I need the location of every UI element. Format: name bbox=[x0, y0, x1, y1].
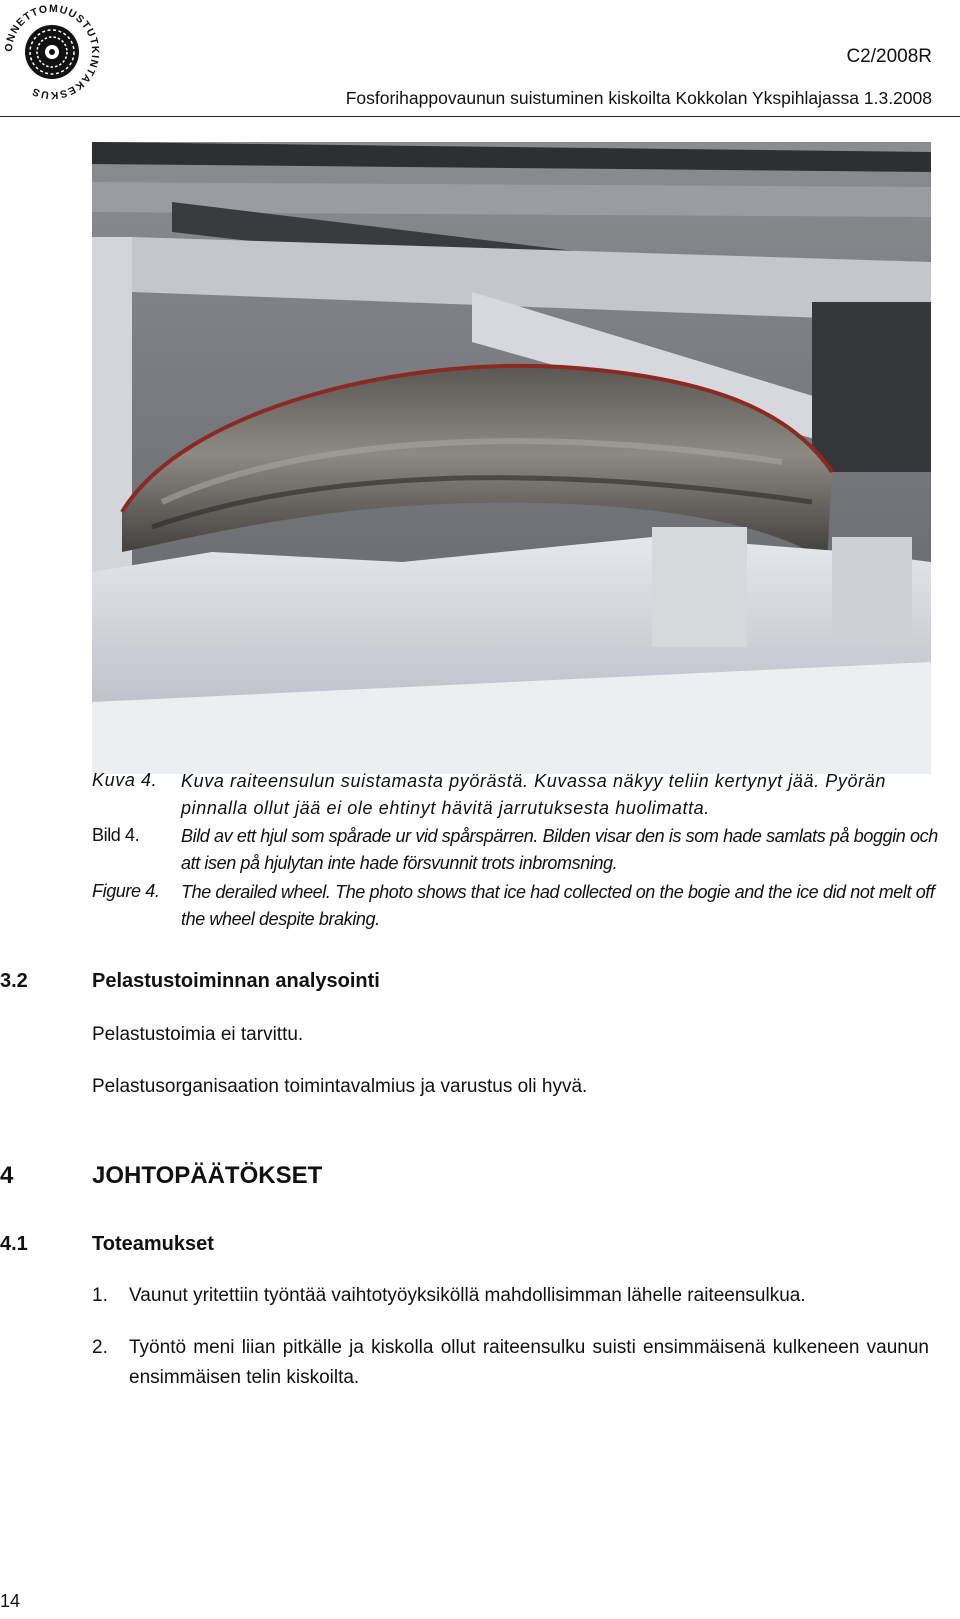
derailed-wheel-photo bbox=[92, 142, 931, 774]
caption-label-en: Figure 4. bbox=[92, 881, 160, 901]
list-item-number: 2. bbox=[92, 1337, 108, 1358]
caption-label-sv: Bild 4. bbox=[92, 825, 140, 845]
page-number: 14 bbox=[0, 1591, 21, 1611]
chapter-number: 4 bbox=[0, 1162, 14, 1189]
document-subtitle: Fosforihappovaunun suistuminen kiskoilta Kokkolan Ykspihlajassa 1.3.2008 bbox=[345, 88, 932, 108]
caption-text-fi: Kuva raiteensulun suistamasta pyörästä. Kuvassa näkyy teliin kertynyt jää. Pyörän pinnalla ollut jää ei ole ehtinyt hävitä jarrutuksesta huolimatta. bbox=[181, 771, 886, 818]
logo-emblem-icon bbox=[25, 25, 79, 79]
list-item: Työntö meni liian pitkälle ja kiskolla ollut raiteensulku suisti ensimmäisenä kulkeneen vaunun ensimmäisen telin kiskoilta. bbox=[129, 1337, 929, 1388]
caption-text-sv: Bild av ett hjul som spårade ur vid spårspärren. Bilden visar den is som hade samlats på boggin och att isen på hjulytan inte hade försvunnit trots inbromsning. bbox=[181, 826, 938, 873]
caption-text-en: The derailed wheel. The photo shows that ice had collected on the bogie and the ice did not melt off the wheel despite braking. bbox=[181, 882, 935, 929]
section-title: Toteamukset bbox=[92, 1233, 214, 1255]
header-divider bbox=[0, 116, 960, 117]
paragraph: Pelastustoimia ei tarvittu. bbox=[92, 1024, 304, 1045]
section-number: 3.2 bbox=[0, 970, 28, 992]
section-number: 4.1 bbox=[0, 1233, 28, 1255]
agency-logo bbox=[2, 2, 102, 102]
list-item-number: 1. bbox=[92, 1285, 108, 1306]
document-id: C2/2008R bbox=[846, 46, 932, 67]
chapter-title: JOHTOPÄÄTÖKSET bbox=[92, 1162, 323, 1189]
caption-label-fi: Kuva 4. bbox=[92, 770, 158, 790]
section-title: Pelastustoiminnan analysointi bbox=[92, 970, 380, 992]
paragraph: Pelastusorganisaation toimintavalmius ja varustus oli hyvä. bbox=[92, 1076, 588, 1097]
list-item: Vaunut yritettiin työntää vaihtotyöyksiköllä mahdollisimman lähelle raiteensulkua. bbox=[129, 1285, 806, 1306]
svg-text:ONNETTOMUUSTUTKINTAKESKUS: ONNETTOMUUSTUTKINTAKESKUS bbox=[2, 2, 102, 102]
